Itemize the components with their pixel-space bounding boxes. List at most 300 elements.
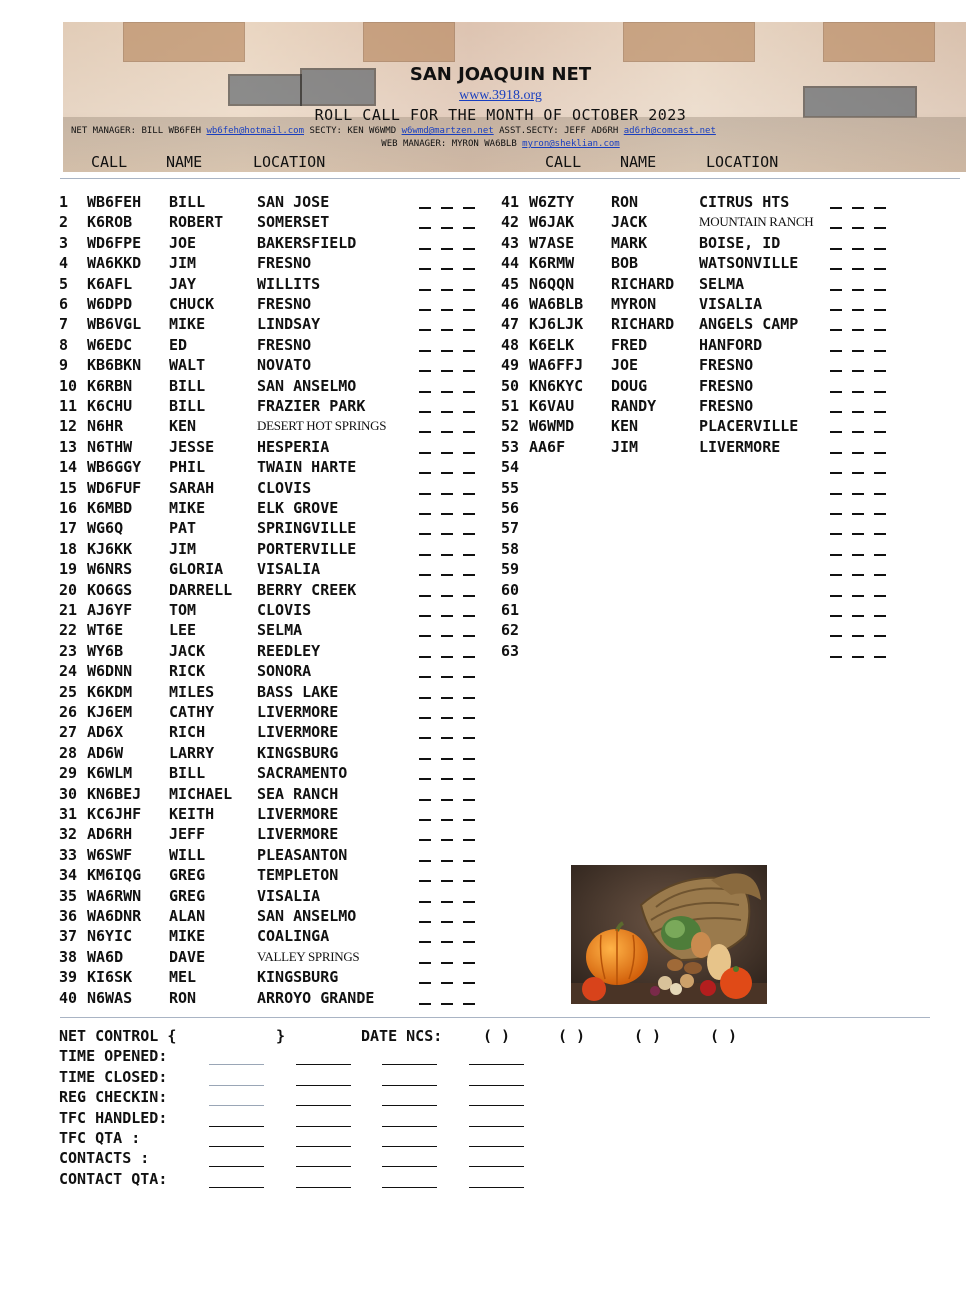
log-field-blank[interactable] bbox=[296, 1187, 351, 1188]
roster-location: LIVERMORE bbox=[257, 825, 339, 844]
roster-name: MICHAEL bbox=[169, 784, 233, 803]
log-field-blank[interactable] bbox=[382, 1085, 437, 1086]
checkin-blank[interactable] bbox=[419, 845, 475, 865]
roster-location: COALINGA bbox=[257, 927, 330, 946]
roster-call: KN6KYC bbox=[529, 376, 584, 395]
roster-location: BASS LAKE bbox=[257, 682, 339, 701]
roster-location: FRESNO bbox=[699, 376, 754, 395]
roster-number: 25 bbox=[59, 682, 78, 701]
roster-location: LIVERMORE bbox=[257, 703, 339, 721]
checkin-blank[interactable] bbox=[419, 988, 475, 1008]
roster-call: N6QQN bbox=[529, 274, 575, 293]
roster-name: RICH bbox=[169, 723, 206, 742]
roster-call: K6VAU bbox=[529, 397, 575, 415]
checkin-blank[interactable] bbox=[419, 437, 475, 457]
col-header-location-left: LOCATION bbox=[253, 153, 326, 171]
checkin-blank[interactable] bbox=[830, 580, 886, 600]
cabinet-shape bbox=[363, 22, 455, 62]
roster-number: 26 bbox=[59, 703, 78, 721]
roster-name: RANDY bbox=[611, 397, 657, 415]
log-field-blank[interactable] bbox=[296, 1085, 351, 1086]
roster-number: 54 bbox=[501, 458, 520, 477]
checkin-blank[interactable] bbox=[830, 253, 886, 273]
log-field-blank[interactable] bbox=[469, 1105, 524, 1106]
roster-call: WB6VGL bbox=[87, 315, 142, 334]
roster-location: SEA RANCH bbox=[257, 784, 339, 803]
roster-call: AD6RH bbox=[87, 825, 133, 844]
log-field-blank[interactable] bbox=[469, 1126, 524, 1127]
checkin-blank[interactable] bbox=[419, 539, 475, 559]
roster-name: MIKE bbox=[169, 927, 206, 946]
log-field-label: CONTACT QTA: bbox=[59, 1169, 168, 1188]
roster-call: WA6KKD bbox=[87, 254, 142, 273]
checkin-blank[interactable] bbox=[830, 600, 886, 620]
cornucopia-image bbox=[571, 865, 767, 1004]
checkin-blank[interactable] bbox=[830, 620, 886, 640]
roster-name: DAVE bbox=[169, 947, 206, 966]
roster-call: WA6FFJ bbox=[529, 356, 584, 375]
roster-location: CITRUS HTS bbox=[699, 193, 790, 211]
roster-name: ED bbox=[169, 335, 188, 354]
roster-call: KB6BKN bbox=[87, 356, 142, 375]
checkin-blank[interactable] bbox=[830, 192, 886, 212]
checkin-blank[interactable] bbox=[419, 396, 475, 416]
checkin-blank[interactable] bbox=[830, 274, 886, 294]
roster-number: 44 bbox=[501, 254, 520, 273]
checkin-blank[interactable] bbox=[830, 498, 886, 518]
roster-call: WA6D bbox=[87, 947, 124, 966]
roster-name: JEFF bbox=[169, 825, 206, 844]
roster-number: 19 bbox=[59, 560, 78, 579]
checkin-blank[interactable] bbox=[830, 396, 886, 416]
log-field-blank[interactable] bbox=[382, 1146, 437, 1147]
log-field-blank[interactable] bbox=[209, 1064, 264, 1065]
roster-number: 14 bbox=[59, 458, 78, 477]
log-field-label: CONTACTS : bbox=[59, 1149, 150, 1168]
log-field-blank[interactable] bbox=[209, 1187, 264, 1188]
roster-name: RON bbox=[611, 193, 639, 211]
roster-location: SACRAMENTO bbox=[257, 764, 348, 783]
roster-location: FRESNO bbox=[257, 335, 312, 354]
roster-number: 8 bbox=[59, 335, 69, 354]
roster-number: 35 bbox=[59, 886, 78, 905]
checkin-blank[interactable] bbox=[419, 212, 475, 232]
roster-location: VALLEY SPRINGS bbox=[257, 948, 360, 964]
log-field-row bbox=[59, 1046, 529, 1066]
checkin-blank[interactable] bbox=[419, 498, 475, 518]
roster-call: N6YIC bbox=[87, 927, 133, 946]
roster-location: PLEASANTON bbox=[257, 845, 348, 864]
roster-call: AJ6YF bbox=[87, 601, 133, 619]
roster-location: HANFORD bbox=[699, 335, 763, 354]
checkin-blank[interactable] bbox=[419, 926, 475, 946]
roster-number: 11 bbox=[59, 397, 78, 415]
checkin-blank[interactable] bbox=[419, 416, 475, 436]
roster-location: SELMA bbox=[257, 621, 303, 640]
checkin-blank[interactable] bbox=[419, 682, 475, 702]
log-field-blank[interactable] bbox=[296, 1146, 351, 1147]
roster-location: VISALIA bbox=[699, 295, 763, 313]
roster-call: W6DPD bbox=[87, 295, 133, 313]
roster-number: 27 bbox=[59, 723, 78, 742]
roster-name: JOE bbox=[611, 356, 639, 375]
checkin-blank[interactable] bbox=[419, 620, 475, 640]
roster-number: 43 bbox=[501, 233, 520, 252]
log-field-blank[interactable] bbox=[382, 1105, 437, 1106]
roster-location: SELMA bbox=[699, 274, 745, 293]
roster-name: SARAH bbox=[169, 478, 215, 497]
roster-location: FRESNO bbox=[257, 254, 312, 273]
roster-number: 50 bbox=[501, 376, 520, 395]
roster-location: SOMERSET bbox=[257, 213, 330, 232]
ncs-slot-1[interactable]: ( ) bbox=[483, 1027, 511, 1045]
roster-number: 59 bbox=[501, 560, 520, 579]
checkin-blank[interactable] bbox=[419, 314, 475, 334]
roster-name: BILL bbox=[169, 376, 206, 395]
roster-location: FRESNO bbox=[699, 397, 754, 415]
net-website-link[interactable]: www.3918.org bbox=[459, 88, 542, 103]
roster-call: W6NRS bbox=[87, 560, 133, 579]
roster-number: 23 bbox=[59, 641, 78, 660]
roster-number: 48 bbox=[501, 335, 520, 354]
roster-name: LARRY bbox=[169, 743, 215, 762]
roster-name: DARRELL bbox=[169, 580, 233, 599]
roster-call: K6KDM bbox=[87, 682, 133, 701]
roster-number: 41 bbox=[501, 193, 520, 211]
roster-name: CATHY bbox=[169, 703, 215, 721]
checkin-blank[interactable] bbox=[419, 865, 475, 885]
roster-location: VISALIA bbox=[257, 560, 321, 579]
roster-call: AD6W bbox=[87, 743, 124, 762]
roster-name: MIKE bbox=[169, 315, 206, 334]
roster-location: LIVERMORE bbox=[257, 723, 339, 742]
log-field-blank[interactable] bbox=[296, 1126, 351, 1127]
roster-number: 20 bbox=[59, 580, 78, 599]
roster-name: TOM bbox=[169, 601, 197, 619]
roster-call: KN6BEJ bbox=[87, 784, 142, 803]
checkin-blank[interactable] bbox=[419, 518, 475, 538]
roster-call: AD6X bbox=[87, 723, 124, 742]
checkin-blank[interactable] bbox=[419, 906, 475, 926]
roster-location: CLOVIS bbox=[257, 478, 312, 497]
roster-number: 1 bbox=[59, 193, 69, 211]
checkin-blank[interactable] bbox=[830, 518, 886, 538]
checkin-blank[interactable] bbox=[830, 437, 886, 457]
roster-call: W6JAK bbox=[529, 213, 575, 232]
roster-name: FRED bbox=[611, 335, 648, 354]
secty-email-link[interactable]: w6wmd@martzen.net bbox=[401, 126, 494, 136]
log-field-blank[interactable] bbox=[382, 1126, 437, 1127]
net-manager-label: NET MANAGER: BILL WB6FEH bbox=[71, 126, 202, 136]
roster-call: W6SWF bbox=[87, 845, 133, 864]
roster-call: K6MBD bbox=[87, 499, 133, 517]
roster-location: SONORA bbox=[257, 662, 312, 681]
ncs-slot-3[interactable]: ( ) bbox=[634, 1027, 662, 1045]
checkin-blank[interactable] bbox=[830, 212, 886, 232]
checkin-blank[interactable] bbox=[830, 355, 886, 375]
roster-location: NOVATO bbox=[257, 356, 312, 375]
checkin-blank[interactable] bbox=[419, 274, 475, 294]
roster-number: 39 bbox=[59, 968, 78, 987]
roster-call: K6ROB bbox=[87, 213, 133, 232]
roster-location: ELK GROVE bbox=[257, 499, 339, 517]
ncs-slot-2[interactable]: ( ) bbox=[558, 1027, 586, 1045]
checkin-blank[interactable] bbox=[830, 233, 886, 253]
roster-number: 17 bbox=[59, 519, 78, 538]
log-field-blank[interactable] bbox=[296, 1105, 351, 1106]
log-field-blank[interactable] bbox=[382, 1166, 437, 1167]
log-field-blank[interactable] bbox=[469, 1187, 524, 1188]
roster-name: BOB bbox=[611, 254, 639, 273]
roster-number: 4 bbox=[59, 254, 69, 273]
log-field-label: REG CHECKIN: bbox=[59, 1088, 168, 1107]
roster-call: KJ6KK bbox=[87, 539, 133, 558]
roster-name: WALT bbox=[169, 356, 206, 375]
roster-call: W6DNN bbox=[87, 662, 133, 681]
checkin-blank[interactable] bbox=[419, 559, 475, 579]
roster-name: RICHARD bbox=[611, 315, 675, 334]
roster-name: GREG bbox=[169, 866, 206, 885]
checkin-blank[interactable] bbox=[419, 355, 475, 375]
roster-location: MOUNTAIN RANCH bbox=[699, 214, 814, 230]
log-field-blank[interactable] bbox=[382, 1064, 437, 1065]
checkin-blank[interactable] bbox=[419, 294, 475, 314]
roster-location: TEMPLETON bbox=[257, 866, 339, 885]
roster-name: JIM bbox=[169, 539, 197, 558]
checkin-blank[interactable] bbox=[419, 457, 475, 477]
roster-location: PLACERVILLE bbox=[699, 417, 799, 436]
log-field-blank[interactable] bbox=[209, 1146, 264, 1147]
log-field-blank[interactable] bbox=[296, 1064, 351, 1065]
log-field-blank[interactable] bbox=[209, 1166, 264, 1167]
ncs-slot-4[interactable]: ( ) bbox=[710, 1027, 738, 1045]
checkin-blank[interactable] bbox=[830, 416, 886, 436]
checkin-blank[interactable] bbox=[830, 559, 886, 579]
web-manager-email-link[interactable]: myron@sheklian.com bbox=[522, 139, 620, 149]
checkin-blank[interactable] bbox=[419, 192, 475, 212]
roster-name: MILES bbox=[169, 682, 215, 701]
roster-number: 56 bbox=[501, 499, 520, 517]
roster-call: KC6JHF bbox=[87, 805, 142, 823]
roster-location: FRESNO bbox=[257, 295, 312, 313]
log-field-blank[interactable] bbox=[209, 1085, 264, 1086]
roster-number: 36 bbox=[59, 907, 78, 925]
log-field-blank[interactable] bbox=[469, 1085, 524, 1086]
roster-number: 37 bbox=[59, 927, 78, 946]
roster-name: RICK bbox=[169, 662, 206, 681]
header-divider bbox=[60, 178, 960, 179]
asst-secty-email-link[interactable]: ad6rh@comcast.net bbox=[623, 126, 716, 136]
roster-call: N6WAS bbox=[87, 988, 133, 1007]
roster-call: KJ6EM bbox=[87, 703, 133, 721]
roster-name: MYRON bbox=[611, 295, 657, 313]
cabinet-shape bbox=[823, 22, 935, 62]
checkin-blank[interactable] bbox=[830, 539, 886, 559]
checkin-blank[interactable] bbox=[419, 478, 475, 498]
roster-call: W7ASE bbox=[529, 233, 575, 252]
checkin-blank[interactable] bbox=[830, 376, 886, 396]
log-field-blank[interactable] bbox=[469, 1064, 524, 1065]
checkin-blank[interactable] bbox=[830, 478, 886, 498]
roster-name: WILL bbox=[169, 845, 206, 864]
roster-location: ARROYO GRANDE bbox=[257, 988, 375, 1007]
secty-label: SECTY: KEN W6WMD bbox=[309, 126, 397, 136]
roster-name: JACK bbox=[169, 641, 206, 660]
log-field-label: TFC HANDLED: bbox=[59, 1108, 168, 1127]
checkin-blank[interactable] bbox=[419, 784, 475, 804]
roster-location: KINGSBURG bbox=[257, 743, 339, 762]
roster-number: 51 bbox=[501, 397, 520, 415]
roster-call: W6WMD bbox=[529, 417, 575, 436]
web-manager-label: WEB MANAGER: MYRON WA6BLB bbox=[381, 139, 517, 149]
log-field-label: TFC QTA : bbox=[59, 1129, 141, 1147]
roster-call: KI6SK bbox=[87, 968, 133, 987]
roster-location: WATSONVILLE bbox=[699, 254, 799, 273]
checkin-blank[interactable] bbox=[419, 335, 475, 355]
roster-location: HESPERIA bbox=[257, 437, 330, 456]
cabinet-shape bbox=[623, 22, 755, 62]
col-header-name-right: NAME bbox=[620, 153, 657, 171]
roster-location: FRESNO bbox=[699, 356, 754, 375]
net-control-close: } bbox=[276, 1027, 286, 1045]
roster-call: WB6FEH bbox=[87, 193, 142, 211]
log-field-row bbox=[59, 1148, 529, 1168]
roster-number: 53 bbox=[501, 437, 520, 456]
checkin-blank[interactable] bbox=[419, 376, 475, 396]
log-field-row bbox=[59, 1169, 529, 1189]
roster-location: DESERT HOT SPRINGS bbox=[257, 418, 387, 434]
header-banner bbox=[63, 22, 966, 172]
roster-location: SAN ANSELMO bbox=[257, 907, 357, 925]
roster-call: K6WLM bbox=[87, 764, 133, 783]
roster-name: RON bbox=[169, 988, 197, 1007]
roster-name: GREG bbox=[169, 886, 206, 905]
log-field-blank[interactable] bbox=[382, 1187, 437, 1188]
checkin-blank[interactable] bbox=[419, 702, 475, 722]
log-field-blank[interactable] bbox=[296, 1166, 351, 1167]
roster-name: JIM bbox=[169, 254, 197, 273]
roster-number: 18 bbox=[59, 539, 78, 558]
roster-name: MIKE bbox=[169, 499, 206, 517]
checkin-blank[interactable] bbox=[419, 661, 475, 681]
roster-number: 61 bbox=[501, 601, 520, 619]
roster-name: JACK bbox=[611, 213, 648, 232]
roster-number: 7 bbox=[59, 315, 69, 334]
log-field-row bbox=[59, 1108, 529, 1128]
roster-location: WILLITS bbox=[257, 274, 321, 293]
checkin-blank[interactable] bbox=[419, 804, 475, 824]
checkin-blank[interactable] bbox=[419, 743, 475, 763]
checkin-blank[interactable] bbox=[830, 335, 886, 355]
log-field-row bbox=[59, 1067, 529, 1087]
checkin-blank[interactable] bbox=[419, 886, 475, 906]
checkin-blank[interactable] bbox=[830, 294, 886, 314]
net-manager-email-link[interactable]: wb6feh@hotmail.com bbox=[206, 126, 305, 136]
roster-location: REEDLEY bbox=[257, 641, 321, 660]
roster-name: BILL bbox=[169, 193, 206, 211]
roster-call: N6THW bbox=[87, 437, 133, 456]
col-header-location-right: LOCATION bbox=[706, 153, 779, 171]
roster-number: 30 bbox=[59, 784, 78, 803]
roster-location: BAKERSFIELD bbox=[257, 233, 357, 252]
roster-number: 58 bbox=[501, 539, 520, 558]
checkin-blank[interactable] bbox=[830, 641, 886, 661]
officers-line bbox=[71, 126, 716, 136]
roster-name: MEL bbox=[169, 968, 197, 987]
asst-secty-label: ASST.SECTY: JEFF AD6RH bbox=[499, 126, 619, 136]
log-field-row bbox=[59, 1128, 529, 1148]
roster-name: ROBERT bbox=[169, 213, 224, 232]
roster-number: 10 bbox=[59, 376, 78, 395]
checkin-blank[interactable] bbox=[419, 253, 475, 273]
roster-location: CLOVIS bbox=[257, 601, 312, 619]
checkin-blank[interactable] bbox=[419, 722, 475, 742]
checkin-blank[interactable] bbox=[419, 641, 475, 661]
roster-number: 3 bbox=[59, 233, 69, 252]
col-header-call-right: CALL bbox=[545, 153, 582, 171]
roll-call-title: ROLL CALL FOR THE MONTH OF OCTOBER 2023 bbox=[314, 106, 687, 124]
roster-number: 34 bbox=[59, 866, 78, 885]
date-ncs-label: DATE NCS: bbox=[361, 1027, 443, 1045]
footer-divider bbox=[60, 1017, 930, 1018]
checkin-blank[interactable] bbox=[419, 580, 475, 600]
log-field-blank[interactable] bbox=[469, 1166, 524, 1167]
roster-number: 31 bbox=[59, 805, 78, 823]
roster-call: K6AFL bbox=[87, 274, 133, 293]
roster-call: WY6B bbox=[87, 641, 124, 660]
roster-location: LIVERMORE bbox=[699, 437, 781, 456]
roster-number: 22 bbox=[59, 621, 78, 640]
log-field-blank[interactable] bbox=[209, 1105, 264, 1106]
checkin-blank[interactable] bbox=[419, 824, 475, 844]
roster-number: 38 bbox=[59, 947, 78, 966]
roster-name: KEN bbox=[169, 417, 197, 436]
net-control-label: NET CONTROL { bbox=[59, 1027, 177, 1045]
roster-number: 42 bbox=[501, 213, 520, 232]
log-field-blank[interactable] bbox=[469, 1146, 524, 1147]
roster-call: WT6E bbox=[87, 621, 124, 640]
roster-name: PAT bbox=[169, 519, 197, 538]
roster-call: WA6RWN bbox=[87, 886, 142, 905]
roster-call: WG6Q bbox=[87, 519, 124, 538]
log-field-label: TIME OPENED: bbox=[59, 1047, 168, 1066]
roster-location: VISALIA bbox=[257, 886, 321, 905]
roster-location: SAN ANSELMO bbox=[257, 376, 357, 395]
roster-number: 32 bbox=[59, 825, 78, 844]
roster-number: 52 bbox=[501, 417, 520, 436]
roster-number: 24 bbox=[59, 662, 78, 681]
checkin-blank[interactable] bbox=[419, 947, 475, 967]
roster-number: 57 bbox=[501, 519, 520, 538]
roster-number: 6 bbox=[59, 295, 69, 313]
roster-name: LEE bbox=[169, 621, 197, 640]
checkin-blank[interactable] bbox=[419, 967, 475, 987]
roster-name: JAY bbox=[169, 274, 197, 293]
roster-name: KEITH bbox=[169, 805, 215, 823]
roster-number: 40 bbox=[59, 988, 78, 1007]
roster-number: 21 bbox=[59, 601, 78, 619]
checkin-blank[interactable] bbox=[419, 600, 475, 620]
log-field-blank[interactable] bbox=[209, 1126, 264, 1127]
roster-number: 12 bbox=[59, 417, 78, 436]
roster-name: DOUG bbox=[611, 376, 648, 395]
roster-number: 46 bbox=[501, 295, 520, 313]
roster-call: K6RBN bbox=[87, 376, 133, 395]
checkin-blank[interactable] bbox=[830, 457, 886, 477]
checkin-blank[interactable] bbox=[419, 763, 475, 783]
checkin-blank[interactable] bbox=[830, 314, 886, 334]
checkin-blank[interactable] bbox=[419, 233, 475, 253]
